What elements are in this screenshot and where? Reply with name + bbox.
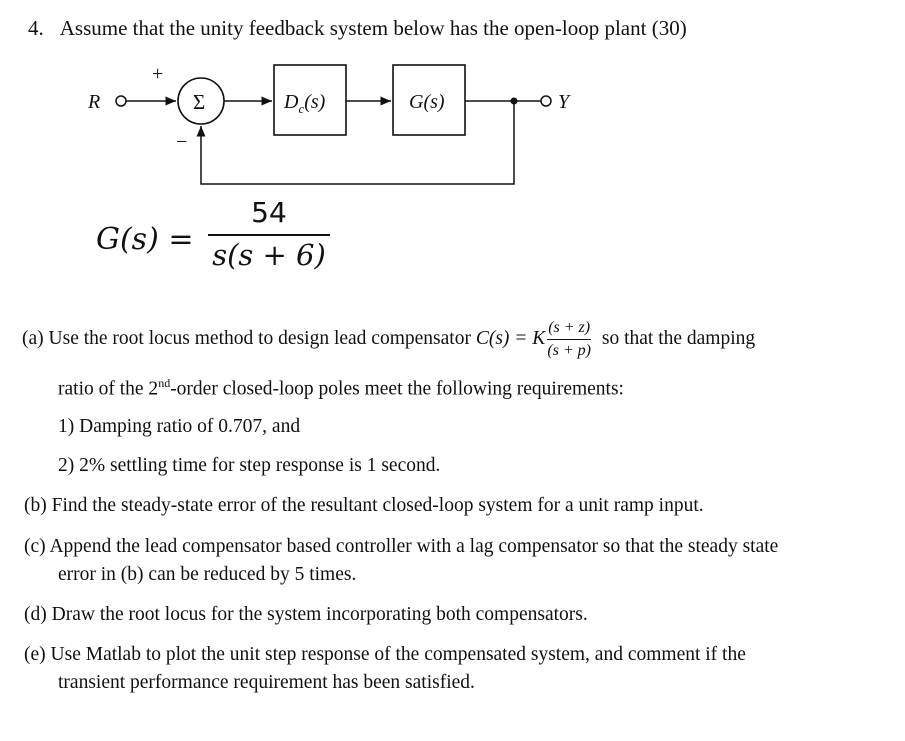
part-b: (b) Find the steady-state error of the resultant closed-loop system for a unit ramp input. bbox=[24, 495, 704, 516]
summer-symbol: Σ bbox=[193, 90, 206, 114]
question-heading bbox=[28, 16, 703, 41]
part-e-line1: (e) Use Matlab to plot the unit step response of the compensated system, and comment if the bbox=[24, 644, 746, 665]
output-terminal bbox=[541, 96, 551, 106]
part-c-line1: (c) Append the lead compensator based controller with a lag compensator so that the steady state bbox=[24, 536, 779, 557]
plant-label: G(s) bbox=[409, 91, 445, 113]
output-label: Y bbox=[558, 91, 570, 113]
part-a-line1: (a) Use the root locus method to design lead compensator C(s) = K $\frac{(s + z)}{(s + p)}$ so that the damping bbox=[22, 319, 756, 359]
fraction-bar bbox=[208, 234, 330, 236]
feedback-path bbox=[201, 101, 514, 184]
input-label: R bbox=[88, 91, 101, 113]
question-number: 4. bbox=[28, 16, 44, 40]
plant-tf-denominator: s(s + 6) bbox=[212, 238, 326, 272]
question-parts bbox=[22, 318, 882, 698]
part-a-line2: ratio of the 2nd-order closed-loop poles meet the following requirements: bbox=[58, 376, 624, 400]
requirement-2: 2) 2% settling time for step response is 1 second. bbox=[58, 455, 441, 476]
minus-sign: − bbox=[176, 131, 188, 153]
plus-sign: + bbox=[152, 63, 164, 85]
input-terminal bbox=[116, 96, 126, 106]
controller-label: $D_c(s)$ bbox=[284, 91, 326, 116]
compensator-fraction: $\frac{(s + z)}{(s + p)}$ bbox=[547, 319, 591, 359]
question-prompt: Assume that the unity feedback system below has the open-loop plant (30) bbox=[59, 16, 687, 40]
part-d: (d) Draw the root locus for the system incorporating both compensators. bbox=[24, 604, 588, 625]
block-diagram bbox=[0, 50, 905, 200]
plant-tf-numerator: 54 bbox=[251, 196, 287, 229]
requirement-1: 1) Damping ratio of 0.707, and bbox=[58, 416, 301, 437]
plant-tf-lhs: G(s) = bbox=[96, 222, 194, 257]
part-e-line2: transient performance requirement has been satisfied. bbox=[58, 672, 475, 693]
part-c-line2: error in (b) can be reduced by 5 times. bbox=[58, 564, 357, 585]
plant-tf-fraction bbox=[208, 196, 330, 272]
